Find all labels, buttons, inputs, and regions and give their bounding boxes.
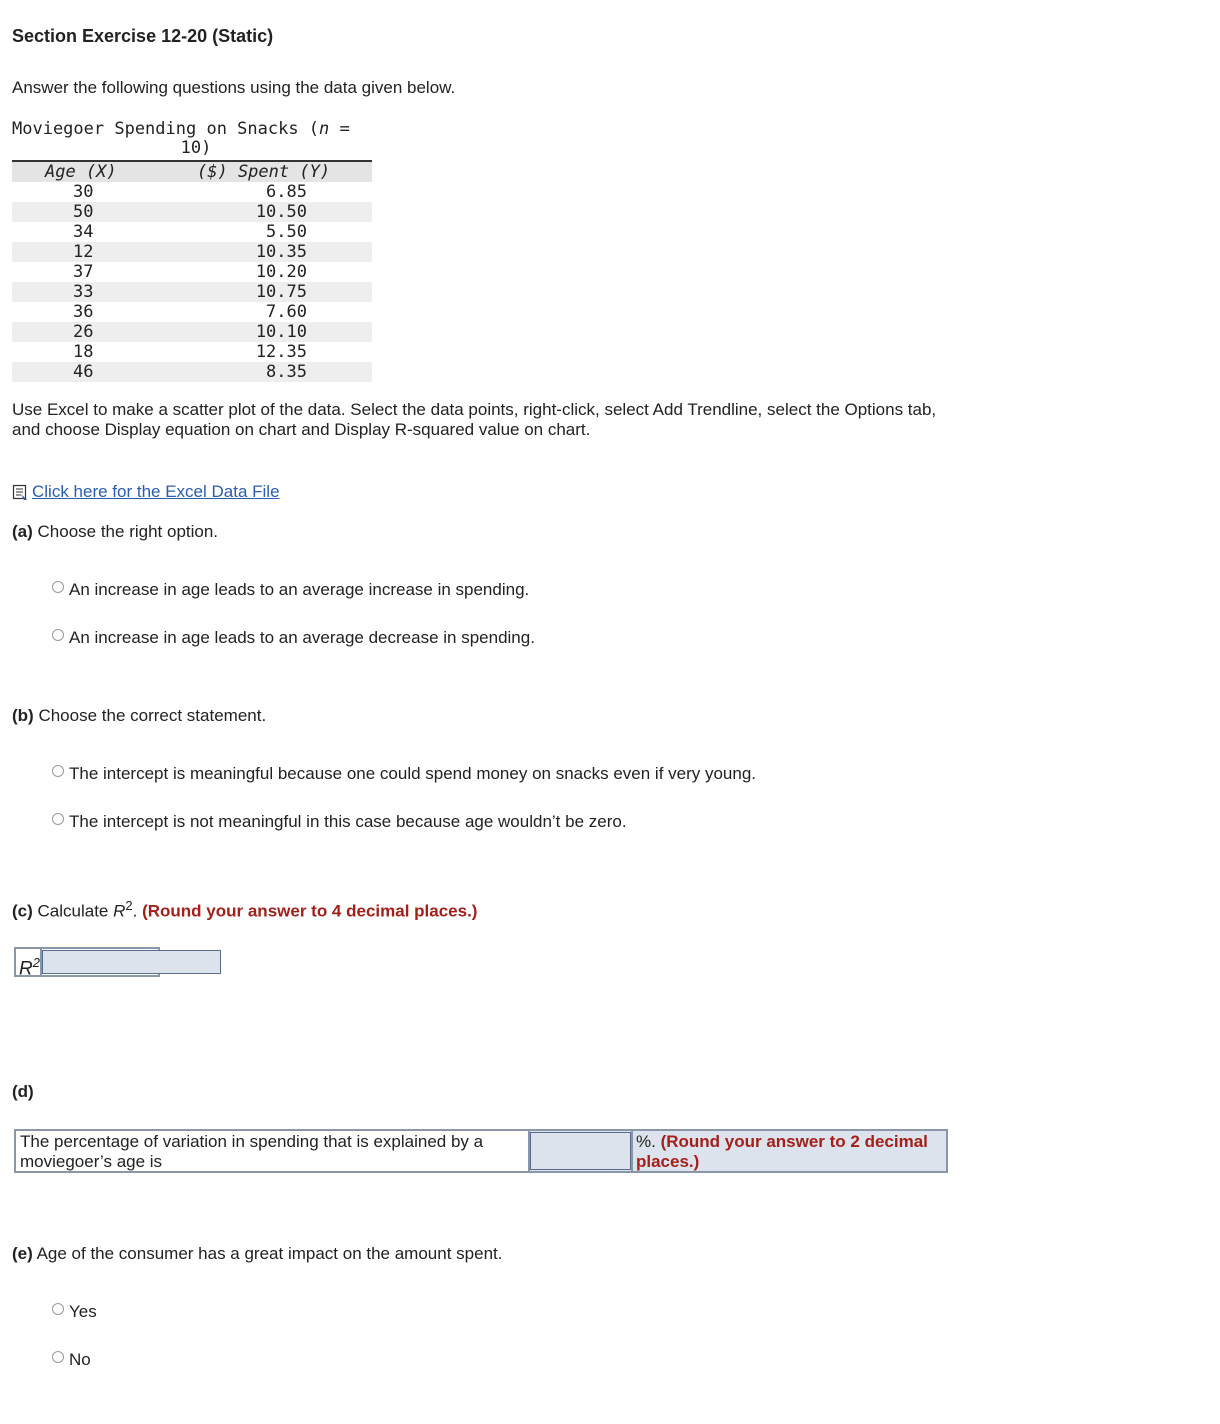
percentage-sentence: The percentage of variation in spending that is explained by a moviegoer’s age is xyxy=(16,1131,530,1171)
table-row xyxy=(12,302,372,322)
part-d-label: (d) xyxy=(12,1082,34,1101)
part-b-text: Choose the correct statement. xyxy=(38,706,267,725)
r-squared-answer-group xyxy=(14,947,160,980)
radio-button[interactable] xyxy=(52,1351,64,1363)
age-cell: 37 xyxy=(73,262,94,282)
part-e-prompt xyxy=(12,1244,502,1264)
part-c-prompt: (c) Calculate $R^2$. (Round your answer to 4 decimal places.) xyxy=(12,898,478,921)
table-row xyxy=(12,362,372,382)
part-e-label: (e) xyxy=(12,1244,33,1263)
option-label: The intercept is meaningful because one could spend money on snacks even if very young. xyxy=(69,764,757,783)
excel-data-link[interactable] xyxy=(12,482,280,502)
part-e-option-no[interactable] xyxy=(52,1350,91,1370)
header-spent: ($) Spent (Y) xyxy=(197,162,331,182)
table-row xyxy=(12,322,372,342)
radio-button[interactable] xyxy=(52,765,64,777)
r-squared-exponent: 2 xyxy=(32,955,40,970)
table-row xyxy=(12,342,372,362)
spent-cell: 6.85 xyxy=(266,182,307,202)
part-a-prompt xyxy=(12,522,218,542)
r-squared-symbol: R xyxy=(19,958,33,980)
instructions-text: Use Excel to make a scatter plot of the data. Select the data points, right-click, select Add Trendline, select the Options tab, and choose Display equation on chart and Display R-squared value on chart. xyxy=(12,400,937,439)
part-a-option-1[interactable] xyxy=(52,580,529,600)
age-cell: 12 xyxy=(73,242,94,262)
spent-cell: 10.50 xyxy=(255,202,307,222)
table-row xyxy=(12,262,372,282)
age-cell: 46 xyxy=(73,362,94,382)
r-symbol: R xyxy=(113,901,126,921)
spent-cell: 7.60 xyxy=(266,302,307,322)
table-caption xyxy=(12,120,372,158)
spent-cell: 10.35 xyxy=(255,242,307,262)
data-table xyxy=(12,160,372,382)
header-age: Age (X) xyxy=(45,162,117,182)
radio-button[interactable] xyxy=(52,629,64,641)
option-label: An increase in age leads to an average increase in spending. xyxy=(69,580,530,599)
r-exponent: 2 xyxy=(125,898,133,913)
part-e-text: Age of the consumer has a great impact on the amount spent. xyxy=(36,1244,503,1263)
part-a-text: Choose the right option. xyxy=(37,522,219,541)
table-row xyxy=(12,282,372,302)
part-c-text: Calculate xyxy=(37,901,114,921)
table-row xyxy=(12,202,372,222)
percentage-suffix xyxy=(631,1131,946,1171)
spent-cell: 10.75 xyxy=(255,282,307,302)
spent-cell: 12.35 xyxy=(255,342,307,362)
caption-line2: 10) xyxy=(180,138,212,158)
part-b-label: (b) xyxy=(12,706,34,725)
part-a-label: (a) xyxy=(12,522,33,541)
table-body xyxy=(12,182,372,382)
age-cell: 50 xyxy=(73,202,94,222)
table-row xyxy=(12,242,372,262)
age-cell: 18 xyxy=(73,342,94,362)
part-c-label: (c) xyxy=(12,901,33,921)
caption-prefix: Moviegoer Spending on Snacks ( xyxy=(12,119,320,139)
radio-button[interactable] xyxy=(52,813,64,825)
table-row xyxy=(12,182,372,202)
option-label: Yes xyxy=(69,1302,97,1321)
part-b-option-1[interactable] xyxy=(52,764,756,784)
part-b-option-2[interactable] xyxy=(52,812,627,832)
percentage-answer-group xyxy=(14,1129,948,1173)
r-squared-label xyxy=(16,949,42,980)
excel-link-text[interactable]: Click here for the Excel Data File xyxy=(32,482,280,501)
option-label: No xyxy=(69,1350,91,1369)
caption-suffix: = xyxy=(329,119,350,139)
table-header xyxy=(12,162,372,182)
part-a-option-2[interactable] xyxy=(52,628,535,648)
spent-cell: 5.50 xyxy=(266,222,307,242)
age-cell: 33 xyxy=(73,282,94,302)
spent-cell: 10.20 xyxy=(255,262,307,282)
age-cell: 26 xyxy=(73,322,94,342)
document-icon xyxy=(12,484,28,500)
percent-sign: %. xyxy=(636,1132,656,1151)
r-squared-input[interactable] xyxy=(42,950,221,974)
percentage-input[interactable] xyxy=(530,1132,631,1170)
spent-cell: 10.10 xyxy=(255,322,307,342)
spent-cell: 8.35 xyxy=(266,362,307,382)
option-label: An increase in age leads to an average decrease in spending. xyxy=(69,628,535,647)
caption-n: n xyxy=(319,119,330,139)
intro-text: Answer the following questions using the data given below. xyxy=(12,78,456,97)
part-d-instruction: (Round your answer to 2 decimal places.) xyxy=(636,1132,928,1171)
part-e-option-yes[interactable] xyxy=(52,1302,97,1322)
radio-button[interactable] xyxy=(52,581,64,593)
age-cell: 34 xyxy=(73,222,94,242)
option-label: The intercept is not meaningful in this case because age wouldn’t be zero. xyxy=(69,812,627,831)
part-c-instruction: (Round your answer to 4 decimal places.) xyxy=(142,901,478,921)
part-d-prompt xyxy=(12,1082,34,1102)
age-cell: 36 xyxy=(73,302,94,322)
age-cell: 30 xyxy=(73,182,94,202)
table-row xyxy=(12,222,372,242)
part-b-prompt xyxy=(12,706,266,726)
radio-button[interactable] xyxy=(52,1303,64,1315)
page-title: Section Exercise 12-20 (Static) xyxy=(12,26,274,46)
